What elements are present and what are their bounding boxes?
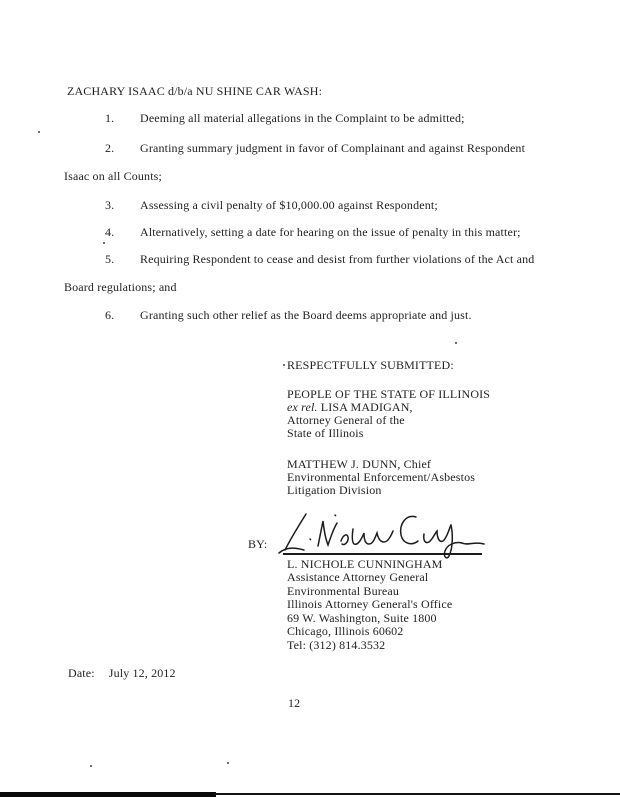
relief-item-5-text: Requiring Respondent to cease and desist from further violations of the Act and (140, 252, 535, 266)
attorney-general-name: LISA MADIGAN, (317, 400, 413, 414)
chief-division-line-2: Litigation Division (287, 483, 382, 497)
signer-name-line: L. NICHOLE CUNNINGHAM (287, 557, 443, 571)
signature-line (283, 553, 482, 555)
relief-item-3-number: 3. (105, 198, 115, 212)
date-line (68, 666, 176, 680)
signer-title-line: Assistance Attorney General (287, 570, 429, 584)
scan-dot (38, 131, 40, 133)
relief-item-5-number: 5. (105, 252, 115, 266)
signature-ink (279, 514, 484, 558)
scan-dot (455, 342, 457, 344)
relief-item-2-text: Granting summary judgment in favor of Complainant and against Respondent (140, 141, 526, 155)
scan-artifact-bar-thick (0, 792, 216, 797)
relief-item-4-text: Alternatively, setting a date for hearing on the issue of penalty in this matter; (140, 225, 521, 239)
signer-bureau-line: Environmental Bureau (287, 584, 399, 598)
relief-item-1-number: 1. (105, 111, 115, 125)
date-label: Date: (68, 666, 95, 680)
chief-name-line: MATTHEW J. DUNN, Chief (287, 457, 432, 471)
signer-address-line-2: Chicago, Illinois 60602 (287, 624, 404, 638)
scan-dot (227, 762, 229, 764)
party-name-line: PEOPLE OF THE STATE OF ILLINOIS (287, 387, 491, 401)
scan-dot (103, 242, 105, 244)
relief-item-6-number: 6. (105, 308, 115, 322)
chief-division-line-1: Environmental Enforcement/Asbestos (287, 470, 476, 484)
date-value: July 12, 2012 (108, 666, 176, 680)
ex-rel-line (287, 400, 413, 414)
relief-item-2-continuation: Isaac on all Counts; (64, 169, 162, 183)
signer-phone-line: Tel: (312) 814.3532 (287, 638, 386, 652)
relief-item-4-number: 4. (105, 225, 115, 239)
signer-office-line: Illinois Attorney General's Office (287, 597, 453, 611)
ag-title-line-2: State of Illinois (287, 426, 364, 440)
ag-title-line-1: Attorney General of the (287, 413, 405, 427)
scan-dot (283, 364, 285, 366)
ex-rel-italic: ex rel. (287, 400, 318, 414)
relief-item-3-text: Assessing a civil penalty of $10,000.00 against Respondent; (140, 198, 438, 212)
scan-artifact-bar-thin (214, 793, 620, 795)
by-label: BY: (248, 537, 268, 551)
relief-item-6-text: Granting such other relief as the Board deems appropriate and just. (140, 308, 472, 322)
relief-item-5-continuation: Board regulations; and (64, 280, 177, 294)
relief-item-1-text: Deeming all material allegations in the Complaint to be admitted; (140, 111, 465, 125)
respectfully-submitted-line: RESPECTFULLY SUBMITTED: (287, 358, 454, 372)
signer-address-line-1: 69 W. Washington, Suite 1800 (287, 611, 437, 625)
relief-item-2-number: 2. (105, 141, 115, 155)
scan-dot (90, 765, 92, 767)
case-heading: ZACHARY ISAAC d/b/a NU SHINE CAR WASH: (67, 84, 323, 98)
page-number: 12 (288, 696, 301, 710)
